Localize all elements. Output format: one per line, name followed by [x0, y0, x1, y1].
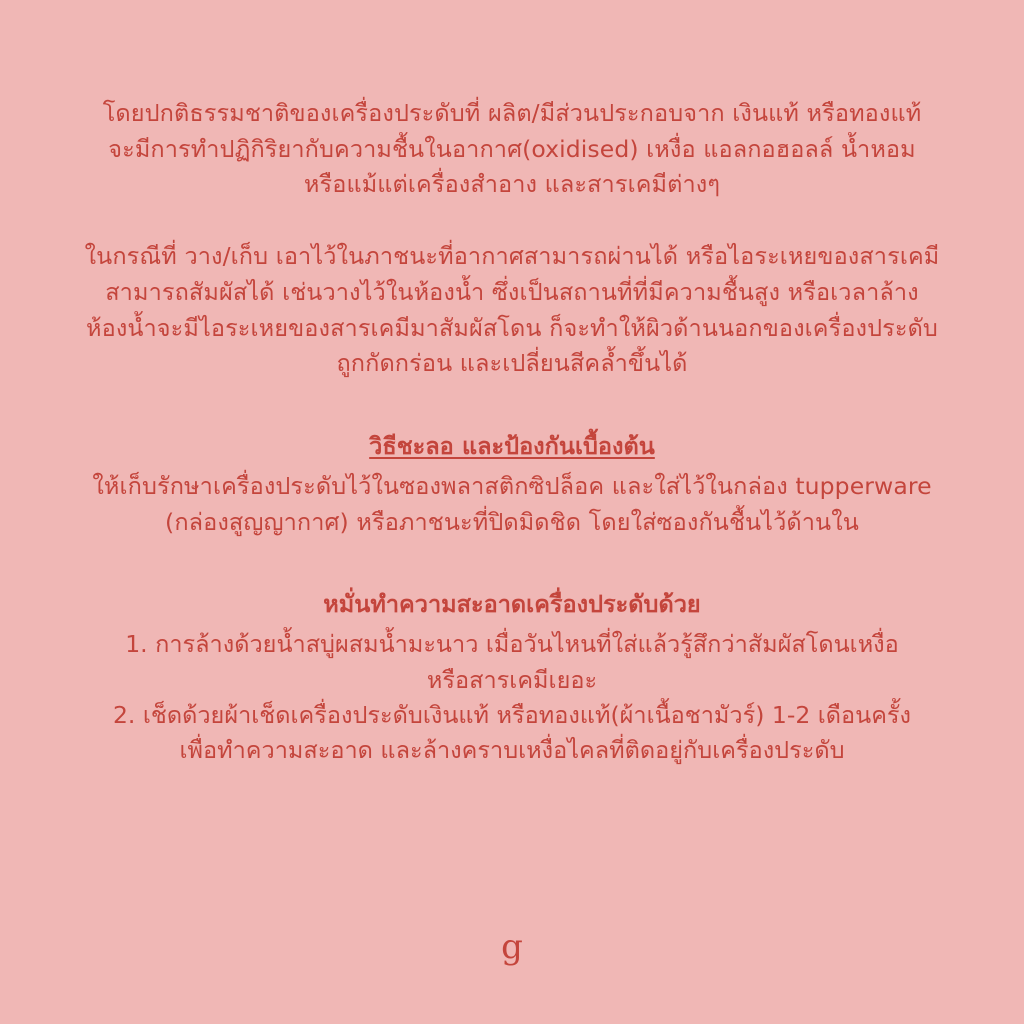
paragraph2-line1: ในกรณีที่ วาง/เก็บ เอาไว้ในภาชนะที่อากาศสามารถผ่านได้ หรือไอระเหยของสารเคมี: [84, 242, 940, 271]
list-item-2-line-1: 2. เช็ดด้วยผ้าเช็ดเครื่องประดับเงินแท้ หรือทองแท้(ผ้าเนื้อชามัวร์) 1-2 เดือนครั้ง: [112, 700, 912, 729]
paragraph1-line1: โดยปกติธรรมชาติของเครื่องประดับที่ ผลิต/มีส่วนประกอบจาก เงินแท้ หรือทองแท้: [102, 99, 922, 127]
heading-prevention-text: วิธีชะลอ และป้องกันเบื้องต้น: [369, 432, 655, 461]
paragraph1-line2: จะมีการทำปฏิกิริยากับความชื้นในอากาศ(oxidised) เหงื่อ แอลกอฮอลล์ น้ำหอม: [108, 134, 916, 163]
heading-prevention: [28, 428, 996, 465]
paragraph-jewelry-nature: [28, 96, 996, 203]
cleaning-steps-list: [28, 627, 996, 768]
spacer-before-heading1: [28, 418, 996, 428]
brand-logo: [0, 927, 1024, 967]
list-item-1-line-2: หรือสารเคมีเยอะ: [426, 665, 598, 694]
paragraph3-line2: (กล่องสูญญากาศ) หรือภาชนะที่ปิดมิดชิด โดยใส่ซองกันชื้นไว้ด้านใน: [165, 507, 859, 536]
paragraph-storage-risk: [28, 239, 996, 382]
heading-cleaning: [28, 586, 996, 623]
paragraph2-line4: ถูกกัดกร่อน และเปลี่ยนสีคล้ำขึ้นได้: [336, 349, 688, 378]
list-item-1-line-1: 1. การล้างด้วยน้ำสบู่ผสมน้ำมะนาว เมื่อวันไหนที่ใส่แล้วรู้สึกว่าสัมผัสโดนเหงื่อ: [125, 630, 899, 659]
paragraph3-line1: ให้เก็บรักษาเครื่องประดับไว้ในซองพลาสติกซิปล็อค และใส่ไว้ในกล่อง tupperware: [92, 472, 932, 501]
brand-logo-text: g: [501, 927, 523, 967]
paragraph2-line2: สามารถสัมผัสได้ เช่นวางไว้ในห้องน้ำ ซึ่งเป็นสถานที่ที่มีความชื้นสูง หรือเวลาล้าง: [105, 277, 919, 306]
paragraph1-line3: หรือแม้แต่เครื่องสำอาง และสารเคมีต่างๆ: [303, 170, 721, 199]
paragraph2-line3: ห้องน้ำจะมีไอระเหยของสารเคมีมาสัมผัสโดน ก็จะทำให้ผิวด้านนอกของเครื่องประดับ: [86, 313, 938, 342]
spacer-before-heading2: [28, 540, 996, 586]
paragraph-storage-advice: [28, 469, 996, 540]
list-item-2-line-2: เพื่อทำความสะอาด และล้างคราบเหงื่อไคลที่ติดอยู่กับเครื่องประดับ: [179, 736, 845, 765]
heading-cleaning-text: หมั่นทำความสะอาดเครื่องประดับด้วย: [323, 590, 701, 619]
